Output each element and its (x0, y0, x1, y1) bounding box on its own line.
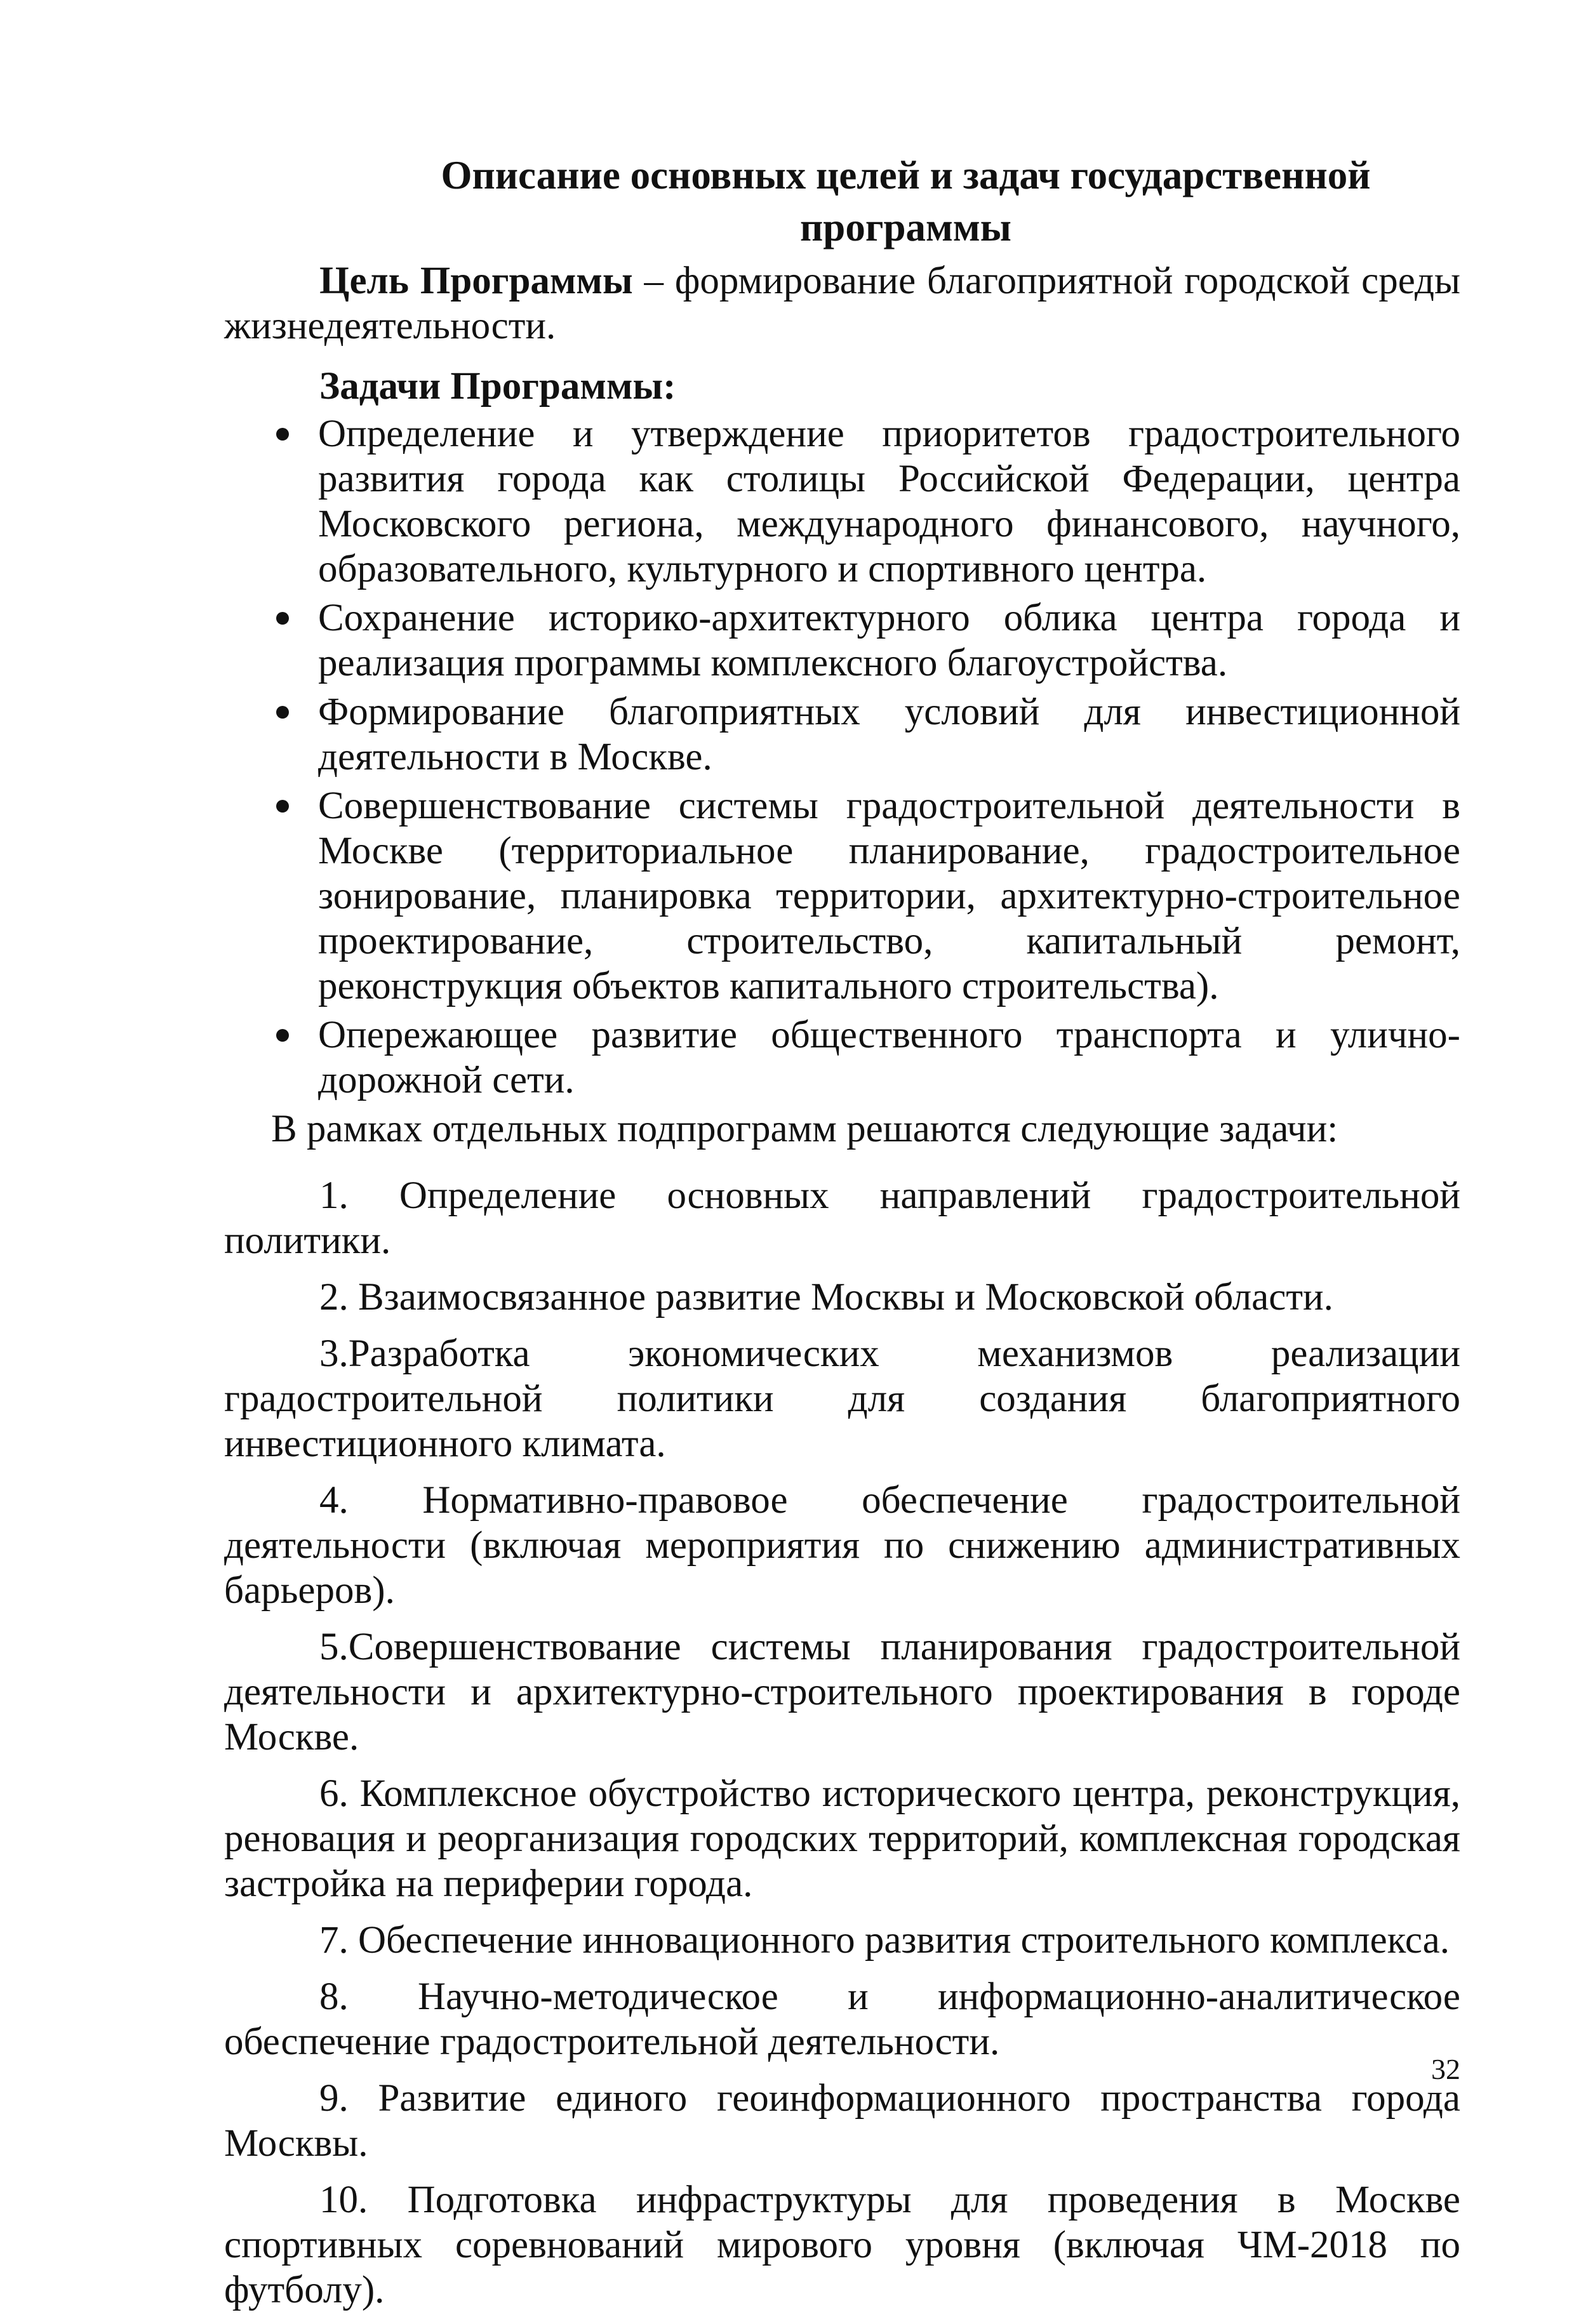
numbered-item: 5.Совершенствование системы планирования градостроительной деятельности и архитектурно-строительного проектирования в городе Москве. (224, 1626, 1460, 1758)
page-content (224, 149, 1460, 2324)
numbered-item: 9. Развитие единого геоинформационного пространства города Москвы. (224, 2077, 1460, 2165)
numbered-item: 1. Определение основных направлений градостроительной политики. (224, 1174, 1460, 1262)
numbered-item: 4. Нормативно-правовое обеспечение градостроительной деятельности (включая мероприятия по снижению административных барьеров). (224, 1479, 1460, 1612)
bullet-icon (276, 1029, 289, 1042)
bullet-icon (276, 428, 289, 441)
bullet-icon (276, 612, 289, 625)
numbered-item: 2. Взаимосвязанное развитие Москвы и Московской области. (319, 1276, 1333, 1318)
bullet-icon (276, 706, 289, 719)
numbered-item: 6. Комплексное обустройство исторического центра, реконструкция, реновация и реорганизация городских территорий, комплексная городская застройка на периферии города. (224, 1772, 1460, 1905)
page-title: Описание основных целей и задач государственной программы (441, 153, 1371, 249)
tasks-heading: Задачи Программы: (319, 365, 676, 408)
list-item (224, 1013, 1460, 1103)
page-number: 32 (1431, 2053, 1460, 2085)
bullet-text: Определение и утверждение приоритетов градостроительного развития города как столицы Российской Федерации, центра Московского региона, международного финансового, научного, образовательного, культурного и спортивного центра. (318, 413, 1460, 590)
goal-text: – формирование благоприятной городской среды жизнедеятельности. (224, 260, 1460, 347)
numbered-item: 3.Разработка экономических механизмов реализации градостроительной политики для создания благоприятного инвестиционного климата. (224, 1332, 1460, 1465)
goal-paragraph (224, 258, 1460, 349)
numbered-item: 7. Обеспечение инновационного развития строительного комплекса. (319, 1919, 1450, 1962)
goal-label: Цель Программы (319, 260, 633, 302)
numbered-item: 8. Научно-методическое и информационно-аналитическое обеспечение градостроительной деятельности. (224, 1975, 1460, 2063)
bullet-text: Опережающее развитие общественного транспорта и улично-дорожной сети. (318, 1014, 1460, 1101)
list-item (224, 783, 1460, 1009)
subprograms-intro: В рамках отдельных подпрограмм решаются следующие задачи: (271, 1108, 1338, 1150)
list-item (224, 595, 1460, 686)
tasks-bullet-list (224, 411, 1460, 1103)
bullet-text: Формирование благоприятных условий для инвестиционной деятельности в Москве. (318, 691, 1460, 778)
bullet-text: Совершенствование системы градостроительной деятельности в Москве (территориальное планирование, градостроительное зонирование, планировка территории, архитектурно-строительное проектирование, строительство, капитальный ремонт, реконструкция объектов капитального строительства). (318, 785, 1460, 1007)
subprogram-tasks-list (224, 1173, 1460, 2313)
numbered-item: 10. Подготовка инфраструктуры для проведения в Москве спортивных соревнований мирового уровня (включая ЧМ-2018 по футболу). (224, 2179, 1460, 2311)
bullet-icon (276, 800, 289, 813)
bullet-text: Сохранение историко-архитектурного облика центра города и реализация программы комплексного благоустройства. (318, 597, 1460, 684)
list-item (224, 411, 1460, 592)
list-item (224, 689, 1460, 780)
